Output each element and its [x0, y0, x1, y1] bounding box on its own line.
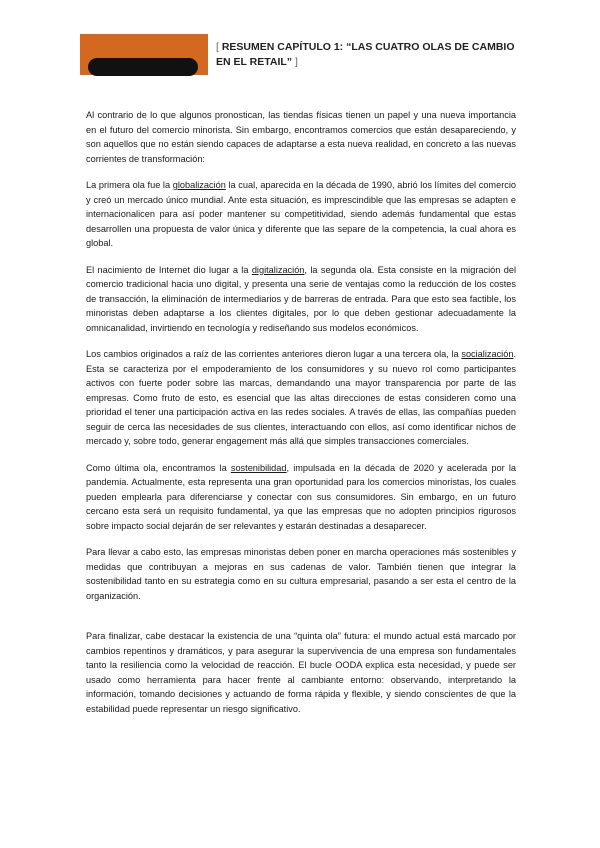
term-globalizacion: globalización: [172, 180, 226, 190]
chapter-title-text: RESUMEN CAPÍTULO 1: “LAS CUATRO OLAS DE CAMBIO EN EL RETAIL”: [216, 41, 515, 68]
paragraph-intro: Al contrario de lo que algunos pronostican, las tiendas físicas tienen un papel y una nueva importancia en el futuro del comercio minorista. Sin embargo, encontramos comercios que están desapareciendo, y son aquellos que no están siendo capaces de adaptarse a esta nueva realidad, en concreto a las nuevas corrientes de transformación:: [86, 110, 516, 164]
paragraph-conclusion: Para finalizar, cabe destacar la existencia de una “quinta ola” futura: el mundo actual está marcado por cambios repentinos y dramáticos, y para asegurar la supervivencia de una empresa son fundamentales tanto la resiliencia como la velocidad de reacción. El bucle OODA explica esta necesidad, y puede ser usado como herramienta para hacer frente al cambiante entorno: observando, interpretando la información, tomando decisiones y actuando de forma rápida y flexible, y siendo conscientes de que la estabilidad puede representar un riesgo significativo.: [86, 631, 516, 714]
paragraph-operaciones: Para llevar a cabo esto, las empresas minoristas deben poner en marcha operaciones más sostenibles y medidas que contribuyan a mejoras en sus cadenas de valor. También tienen que integrar la sostenibilidad tanto en su estrategia como en su cultura empresarial, pasando a ser esta el centro de la organización.: [86, 547, 516, 601]
paragraph-digitalizacion: El nacimiento de Internet dio lugar a la digitalización, la segunda ola. Esta consiste en la migración del comercio tradicional hacia uno digital, y presenta una serie de ventajas como la reducción de los costes de transacción, la eliminación de intermediarios y de barreras de entrada. Para que esto sea factible, los minoristas deben adaptarse a los clientes digitales, por lo que deben gestionar adecuadamente la omnicanalidad, invirtiendo en tecnología y rediseñando sus modelos económicos.: [86, 264, 516, 333]
term-sostenibilidad: sostenibilidad: [230, 462, 287, 473]
chapter-title: [ RESUMEN CAPÍTULO 1: “LAS CUATRO OLAS DE CAMBIO EN EL RETAIL” ]: [216, 41, 515, 68]
paragraph-sostenibilidad: Como última ola, encontramos la sostenibilidad, impulsada en la década de 2020 y acelerada por la pandemia. Actualmente, esta representa una gran oportunidad para los comercios minoristas, los cuales pueden emplearla para diferenciarse y conectar con sus consumidores. Sin embargo, en un futuro cercano esta será un requisito fundamental, ya que las empresas que no adopten principios rigurosos sobre impacto social dejarán de ser relevantes y estarán destinadas a desaparecer.: [86, 462, 516, 531]
term-digitalizacion: digitalización: [251, 264, 305, 275]
term-socializacion: socialización: [461, 349, 514, 359]
redaction-mark: [88, 58, 198, 76]
document-body: [86, 108, 516, 728]
paragraph-socializacion: Los cambios originados a raíz de las corrientes anteriores dieron lugar a una tercera ola, la socialización. Esta se caracteriza por el empoderamiento de los consumidores y su nuevo rol como participantes activos con fuerte poder sobre las marcas, demandando una mayor transparencia por parte de las empresas. Como fruto de esto, es esencial que las altas direcciones de estas consideren como una prioridad el tener una participación activa en las redes sociales. A través de ellas, las compañías pueden seguir de cerca las necesidades de sus clientes, interactuando con ellos, así como identificar nichos de mercado y, sobre todo, generar engagement más allá que simples transacciones comerciales.: [86, 349, 516, 446]
paragraph-globalizacion: La primera ola fue la globalización la cual, aparecida en la década de 1990, abrió los límites del comercio y creó un mercado único mundial. Ante esta situación, es imprescindible que las empresas se adapten e internacionalicen para así poder mantener su competitividad, siendo además fundamental que estas desarrollen una propuesta de valor única y diferente que las separe de la competencia, la cual ahora es global.: [86, 180, 516, 248]
